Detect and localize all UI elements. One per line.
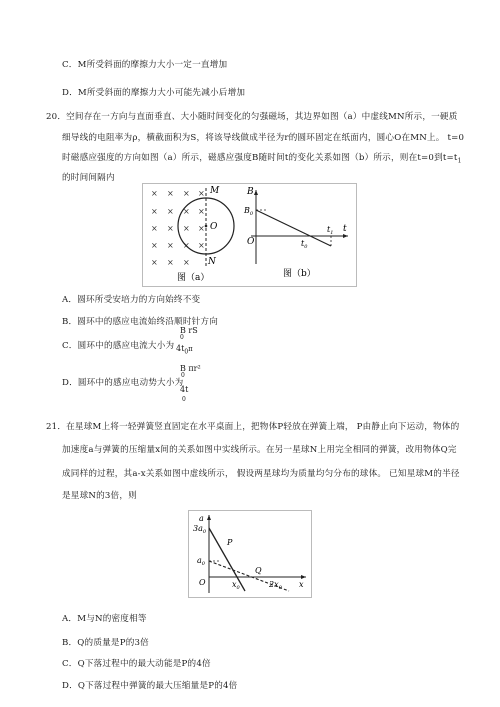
label-x-axis: x	[299, 580, 304, 589]
q20-option-c: C．圆环中的感应电流大小为	[62, 341, 175, 351]
svg-text:×: ×	[198, 241, 205, 250]
q21-graph-frame	[188, 510, 312, 598]
q20-option-d: D．圆环中的感应电动势大小为	[62, 378, 184, 388]
label-origin: O	[199, 578, 206, 587]
q20-stem-line3: 时磁感应强度的方向如图（a）所示，磁感应强度B随时间t的变化关系如图（b）所示，则在t=0到$t=t_1$	[62, 153, 462, 165]
center-point	[205, 225, 208, 228]
label-t0: $t_0$	[301, 239, 308, 250]
q20-option-d-denominator-sub: 0	[182, 396, 186, 403]
label-m: M	[210, 186, 220, 196]
svg-text:×: ×	[183, 207, 190, 216]
q21-option-d: D．Q下落过程中弹簧的最大压缩量是P的4倍	[62, 681, 238, 691]
q20-option-c-denominator: $4t_0\pi$	[176, 344, 193, 356]
q21-stem-line4: 是星球N的3倍，则	[62, 491, 137, 501]
q20-stem-line1: 20．空间存在一方向与直面垂直、大小随时间变化的匀强磁场，其边界如图（a）中虚线MN所示，一硬质	[46, 112, 458, 122]
q21-stem-line2: 加速度a与弹簧的压缩量x间的关系如图中实线所示。在另一星球N上用完全相同的弹簧，改用物体Q完	[62, 445, 457, 455]
svg-text:×: ×	[167, 189, 174, 198]
q21-option-c: C．Q下落过程中的最大动能是P的4倍	[62, 659, 211, 669]
svg-text:×: ×	[183, 224, 190, 233]
q20-option-b: B．圆环中的感应电流始终沿顺时针方向	[62, 317, 219, 327]
label-x0: $x_0$	[232, 580, 240, 591]
q19-option-c: C．M所受斜面的摩擦力大小一定一直增加	[62, 60, 228, 70]
label-origin-b: O	[247, 237, 255, 247]
svg-text:×: ×	[198, 189, 205, 198]
label-2x0: $2x_0$	[269, 580, 282, 591]
q20-option-c-numerator: B rS	[180, 326, 198, 335]
q20-option-a: A．圆环所受安培力的方向始终不变	[62, 295, 201, 305]
q20-stem-line4: 的时间间隔内	[62, 173, 115, 183]
svg-text:×: ×	[151, 241, 158, 250]
svg-text:×: ×	[151, 207, 158, 216]
q20-option-d-numerator-sub: 0	[181, 372, 185, 379]
q20-figures-svg	[143, 184, 356, 286]
q20-stem-line2: 细导线的电阻率为ρ，横截面积为S，将该导线做成半径为r的圆环固定在纸面内，圆心O在MN上。 t=0	[62, 133, 465, 143]
q21-graph-svg	[189, 511, 311, 597]
q21-stem-line3: 成同样的过程，其a-x关系如图中虚线所示， 假设两星球均为质量均匀分布的球体。 已知星球M的半径	[62, 469, 460, 479]
label-t-axis: t	[343, 224, 347, 234]
label-3a0: $3a_0$	[193, 524, 207, 535]
caption-a: 图（a）	[177, 273, 210, 283]
label-b-axis: B	[247, 187, 254, 197]
label-a0: $a_0$	[197, 556, 205, 567]
label-t1: $t_1$	[327, 225, 334, 236]
q21-option-a: A．M与N的密度相等	[62, 614, 147, 624]
q20-option-d-denominator: 4t	[180, 385, 189, 394]
label-o: O	[210, 222, 218, 232]
q20-figure-frame	[142, 183, 357, 287]
svg-text:×: ×	[167, 207, 174, 216]
svg-text:×: ×	[151, 258, 158, 267]
svg-text:×: ×	[183, 189, 190, 198]
q20-option-c-numerator-sub: 0	[180, 334, 184, 341]
svg-text:×: ×	[183, 241, 190, 250]
label-a-axis: a	[199, 514, 204, 523]
svg-text:×: ×	[198, 224, 205, 233]
label-n: N	[208, 257, 216, 267]
label-p: P	[227, 538, 233, 547]
q21-stem-line1: 21．在星球M上将一轻弹簧竖直固定在水平桌面上，把物体P轻放在弹簧上端， P由静止向下运动，物体的	[46, 422, 460, 432]
q21-option-b: B．Q的质量是P的3倍	[62, 638, 149, 648]
q20-option-d-numerator: B πr²	[180, 364, 201, 373]
svg-text:×: ×	[151, 224, 158, 233]
svg-text:×: ×	[151, 189, 158, 198]
q19-option-d: D．M所受斜面的摩擦力大小可能先减小后增加	[62, 88, 246, 98]
svg-text:×: ×	[167, 224, 174, 233]
svg-text:×: ×	[167, 258, 174, 267]
label-b0: $B_0$	[244, 206, 254, 217]
svg-text:×: ×	[183, 258, 190, 267]
label-q: Q	[255, 566, 262, 575]
svg-text:×: ×	[198, 207, 205, 216]
svg-text:×: ×	[167, 241, 174, 250]
caption-b: 图（b）	[283, 269, 316, 279]
b-t-line	[256, 210, 334, 246]
